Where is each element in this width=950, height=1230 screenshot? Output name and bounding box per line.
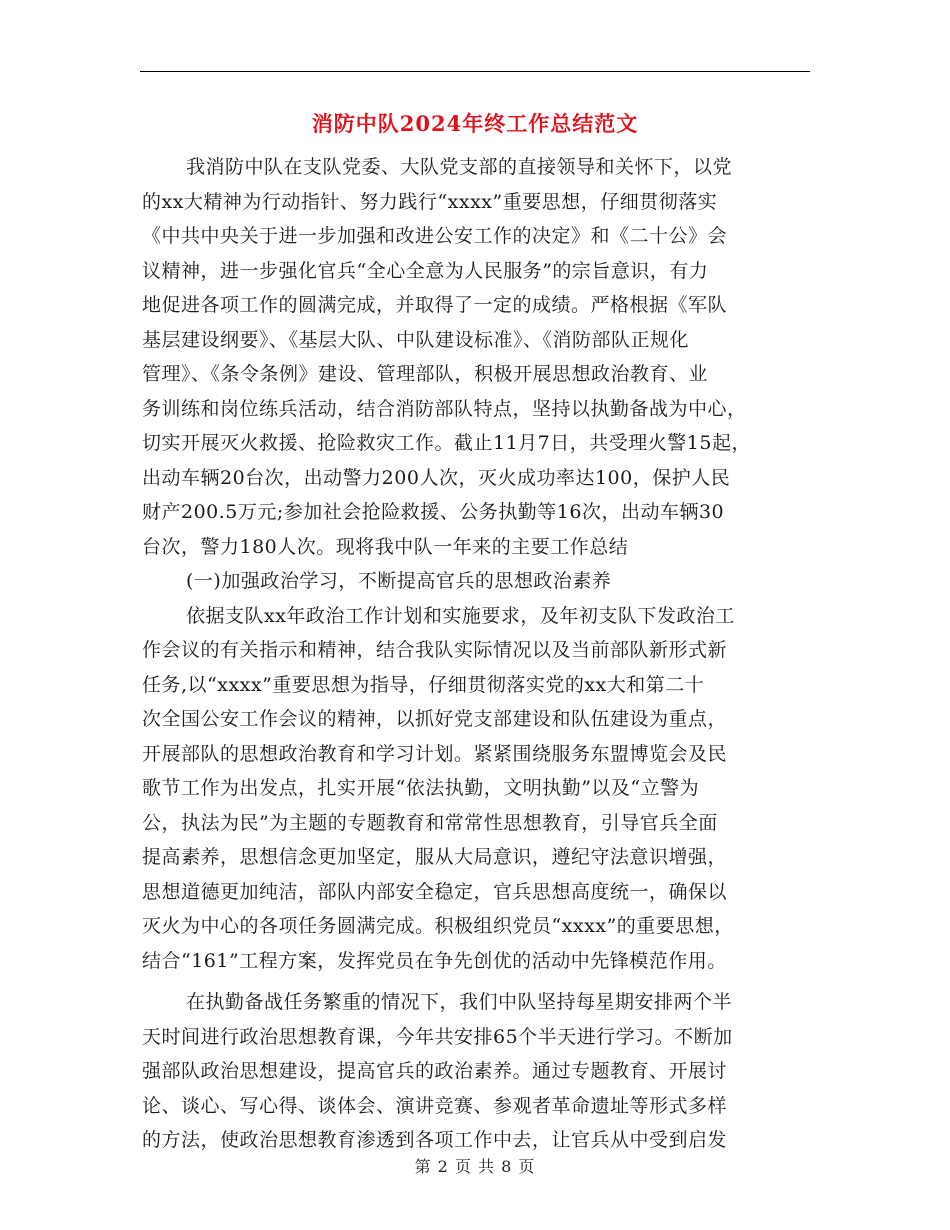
paragraph-line: 次全国公安工作会议的精神，以抓好党支部建设和队伍建设为重点， xyxy=(142,708,728,730)
paragraph-line: 《中共中央关于进一步加强和改进公安工作的决定》和《二十公》会 xyxy=(142,225,728,247)
paragraph-line: 结合“161”工程方案，发挥党员在争先创优的活动中先锋模范作用。 xyxy=(142,949,727,972)
document-body xyxy=(142,150,832,1158)
paragraph-line: 思想道德更加纯洁，部队内部安全稳定，官兵思想高度统一，确保以 xyxy=(142,880,728,903)
page-number: 第 2 页 共 8 页 xyxy=(414,1157,536,1176)
paragraph-line: 台次，警力180人次。现将我中队一年来的主要工作总结 xyxy=(142,535,629,558)
paragraph-line: 依据支队xx年政治工作计划和实施要求，及年初支队下发政治工 xyxy=(186,604,735,627)
paragraph-line: 切实开展灭火救援、抢险救灾工作。截止11月7日，共受理火警15起， xyxy=(142,432,751,454)
paragraph-line: 财产200.5万元;参加社会抢险救援、公务执勤等16次，出动车辆30 xyxy=(142,501,725,523)
paragraph-line: 务训练和岗位练兵活动，结合消防部队特点，坚持以执勤备战为中心， xyxy=(142,397,747,420)
paragraph-line: 地促进各项工作的圆满完成，并取得了一定的成绩。严格根据《军队 xyxy=(142,294,728,316)
paragraph-line: 的xx大精神为行动指针、努力践行“xxxx”重要思想，仔细贯彻落实 xyxy=(142,190,718,213)
paragraph-line: 在执勤备战任务繁重的情况下，我们中队坚持每星期安排两个半 xyxy=(186,991,733,1013)
paragraph-line: 公，执法为民”为主题的专题教育和常常性思想教育，引导官兵全面 xyxy=(142,811,718,834)
section-heading: (一)加强政治学习，不断提高官兵的思想政治素养 xyxy=(186,570,612,592)
paragraph-line: 任务,以“xxxx”重要思想为指导，仔细贯彻落实党的xx大和第二十 xyxy=(142,673,705,696)
paragraph-line: 天时间进行政治思想教育课，今年共安排65个半天进行学习。不断加 xyxy=(142,1025,733,1048)
paragraph-line: 出动车辆20台次，出动警力200人次，灭火成功率达100，保护人民 xyxy=(142,466,731,489)
paragraph-line: 提高素养，思想信念更加坚定，服从大局意识，遵纪守法意识增强， xyxy=(142,846,728,868)
paragraph-line: 歌节工作为出发点，扎实开展“依法执勤，文明执勤”以及“立警为 xyxy=(142,777,700,799)
paragraph-line: 基层建设纲要》、《基层大队、中队建设标准》、《消防部队正规化 xyxy=(142,328,690,351)
paragraph-line: 灭火为中心的各项任务圆满完成。积极组织党员“xxxx”的重要思想， xyxy=(142,915,734,937)
paragraph-line: 作会议的有关指示和精神，结合我队实际情况以及当前部队新形式新 xyxy=(142,639,728,661)
paragraph-line: 强部队政治思想建设，提高官兵的政治素养。通过专题教育、开展讨 xyxy=(142,1060,728,1082)
paragraph-line: 开展部队的思想政治教育和学习计划。紧紧围绕服务东盟博览会及民 xyxy=(142,742,728,765)
header-rule xyxy=(140,71,810,72)
paragraph-line: 论、谈心、写心得、谈体会、演讲竞赛、参观者革命遗址等形式多样 xyxy=(142,1094,728,1117)
document-title: 消防中队2024年终工作总结范文 xyxy=(311,111,639,136)
paragraph-line: 管理》、《条令条例》建设、管理部队，积极开展思想政治教育、业 xyxy=(142,363,709,385)
paragraph-line: 的方法，使政治思想教育渗透到各项工作中去，让官兵从中受到启发 xyxy=(142,1129,728,1151)
paragraph-line: 我消防中队在支队党委、大队党支部的直接领导和关怀下，以党 xyxy=(186,156,733,178)
paragraph-line: 议精神，进一步强化官兵“全心全意为人民服务”的宗旨意识，有力 xyxy=(142,259,709,282)
